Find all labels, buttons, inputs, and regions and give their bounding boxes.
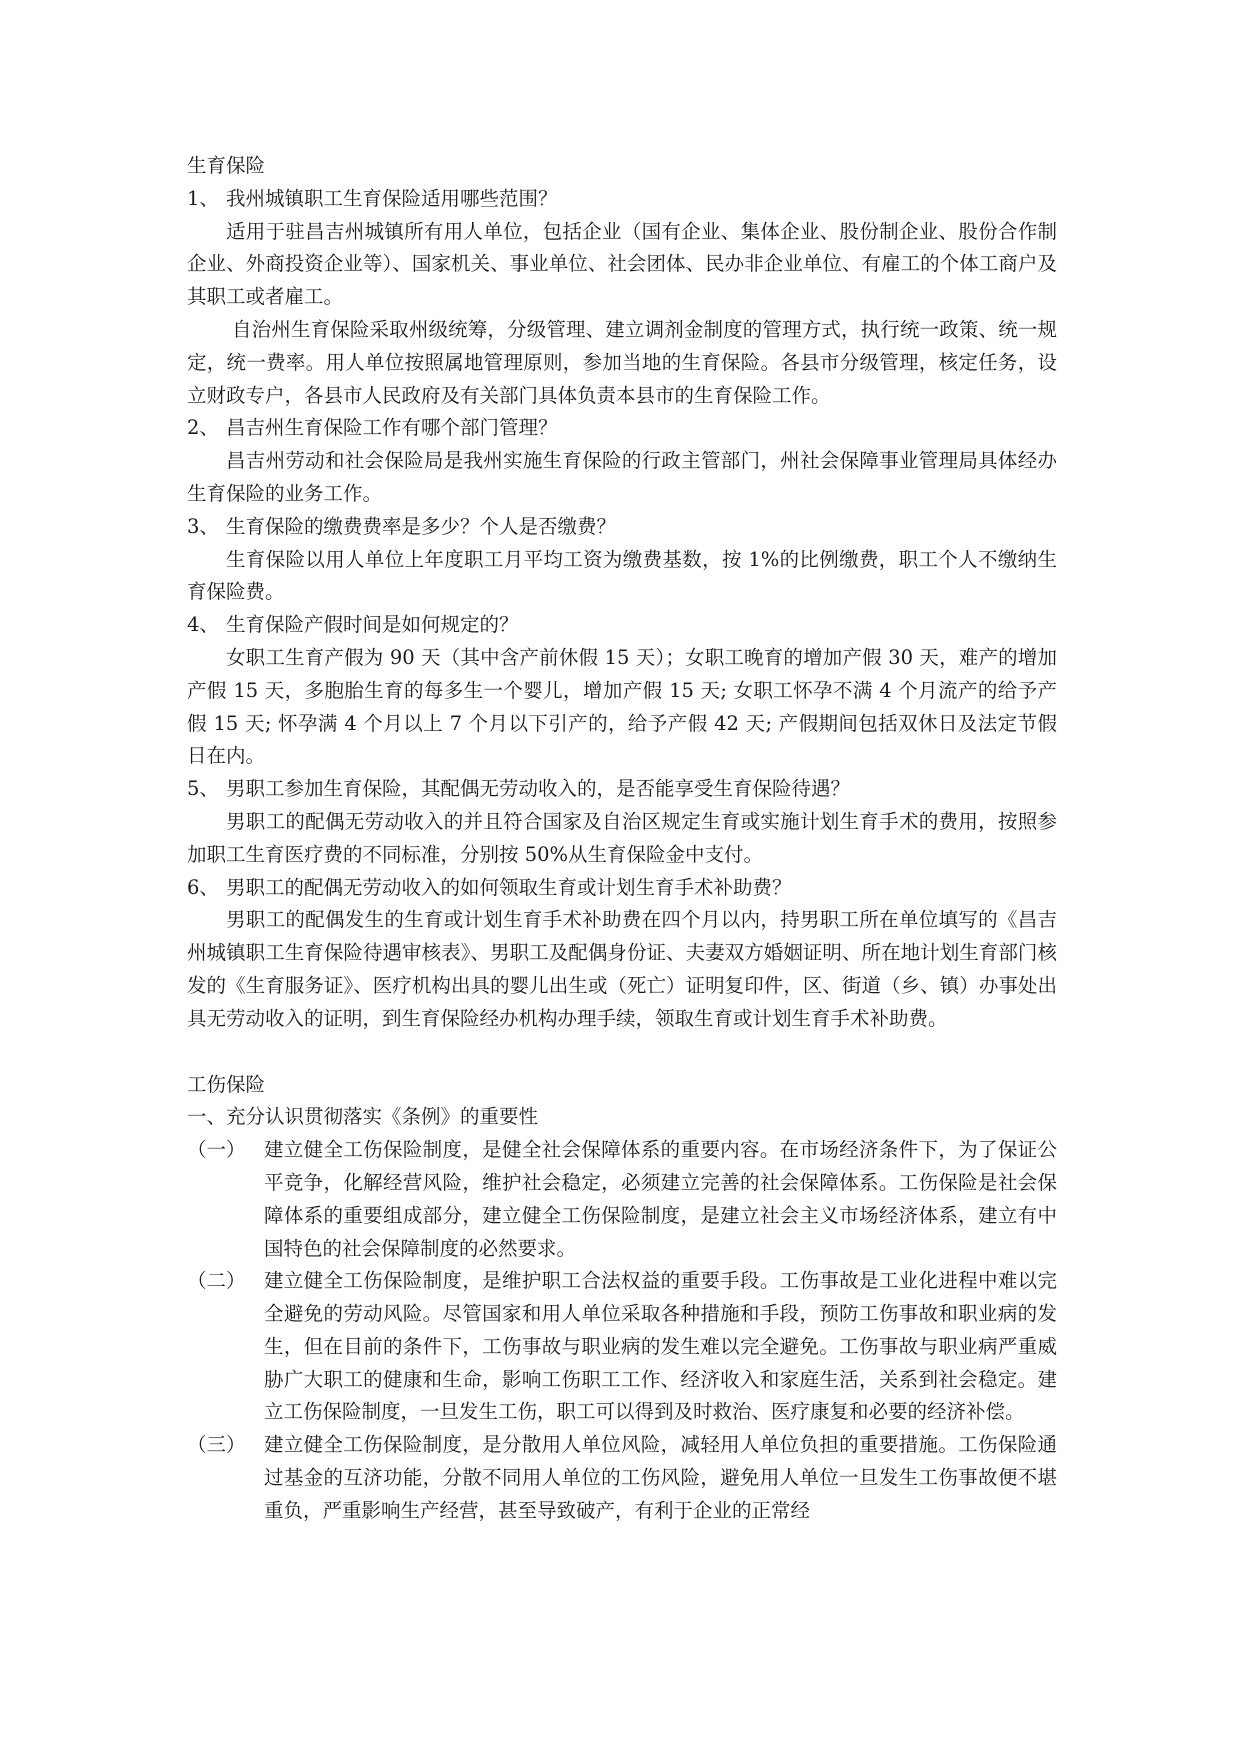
answer-paragraph: 男职工的配偶无劳动收入的并且符合国家及自治区规定生育或实施计划生育手术的费用，按照参加职工生育医疗费的不同标准，分别按 50%从生育保险金中支付。 bbox=[187, 809, 1057, 866]
item-text: 建立健全工伤保险制度，是分散用人单位风险，减轻用人单位负担的重要措施。工伤保险通过基金的互济功能，分散不同用人单位的工伤风险，避免用人单位一旦发生工伤事故便不堪重负，严重影响生产经营，甚至导致破产，有利于企业的正常经 bbox=[264, 1433, 1057, 1522]
question-6 bbox=[187, 872, 1057, 905]
injury-item-3 bbox=[187, 1429, 1057, 1527]
document-page bbox=[187, 150, 1057, 1528]
question-text: 生育保险产假时间是如何规定的？ bbox=[226, 613, 519, 637]
question-number: 6、 bbox=[187, 875, 219, 899]
item-text: 建立健全工伤保险制度，是维护职工合法权益的重要手段。工伤事故是工业化进程中难以完全避免的劳动风险。尽管国家和用人单位采取各种措施和手段，预防工伤事故和职业病的发生，但在目前的条件下，工伤事故与职业病的发生难以完全避免。工伤事故与职业病严重威胁广大职工的健康和生命，影响工伤职工工作、经济收入和家庭生活，关系到社会稳定。建立工伤保险制度，一旦发生工伤，职工可以得到及时救治、医疗康复和必要的经济补偿。 bbox=[264, 1269, 1057, 1424]
injury-item-1 bbox=[187, 1134, 1057, 1265]
question-number: 2、 bbox=[187, 416, 219, 440]
answer-paragraph: 男职工的配偶发生的生育或计划生育手术补助费在四个月以内，持男职工所在单位填写的《昌吉州城镇职工生育保险待遇审核表》、男职工及配偶身份证、夫妻双方婚姻证明、所在地计划生育部门核发的《生育服务证》、医疗机构出具的婴儿出生或（死亡）证明复印件，区、街道（乡、镇）办事处出具无劳动收入的证明，到生育保险经办机构办理手续，领取生育或计划生育手术补助费。 bbox=[187, 908, 1057, 1030]
question-2 bbox=[187, 412, 1057, 445]
question-number: 1、 bbox=[187, 186, 219, 210]
answer-paragraph: 昌吉州劳动和社会保险局是我州实施生育保险的行政主管部门，州社会保障事业管理局具体经办生育保险的业务工作。 bbox=[187, 449, 1057, 505]
question-1 bbox=[187, 183, 1057, 216]
item-label: （二） bbox=[187, 1269, 246, 1293]
question-5 bbox=[187, 773, 1057, 806]
answer-paragraph: 生育保险以用人单位上年度职工月平均工资为缴费基数，按 1%的比例缴费，职工个人不缴纳生育保险费。 bbox=[187, 547, 1057, 604]
item-label: （三） bbox=[187, 1433, 246, 1457]
question-4 bbox=[187, 609, 1057, 642]
injury-item-2 bbox=[187, 1265, 1057, 1429]
question-text: 男职工的配偶无劳动收入的如何领取生育或计划生育手术补助费？ bbox=[226, 875, 792, 899]
injury-title: 工伤保险 bbox=[187, 1072, 266, 1096]
question-number: 5、 bbox=[187, 777, 219, 801]
answer-paragraph: 自治州生育保险采取州级统筹，分级管理、建立调剂金制度的管理方式，执行统一政策、统一规定，统一费率。用人单位按照属地管理原则，参加当地的生育保险。各县市分级管理，核定任务，设立财政专户，各县市人民政府及有关部门具体负责本县市的生育保险工作。 bbox=[187, 317, 1057, 407]
item-label: （一） bbox=[187, 1138, 246, 1162]
section-gap bbox=[187, 1036, 1057, 1069]
question-text: 昌吉州生育保险工作有哪个部门管理？ bbox=[226, 416, 558, 440]
item-text: 建立健全工伤保险制度，是健全社会保障体系的重要内容。在市场经济条件下，为了保证公平竞争，化解经营风险，维护社会稳定，必须建立完善的社会保障体系。工伤保险是社会保障体系的重要组成部分，建立健全工伤保险制度，是建立社会主义市场经济体系，建立有中国特色的社会保障制度的必然要求。 bbox=[264, 1138, 1057, 1260]
question-3 bbox=[187, 511, 1057, 544]
question-text: 生育保险的缴费费率是多少？个人是否缴费？ bbox=[226, 514, 617, 538]
maternity-title: 生育保险 bbox=[187, 154, 266, 177]
question-number: 3、 bbox=[187, 514, 219, 538]
question-text: 男职工参加生育保险，其配偶无劳动收入的，是否能享受生育保险待遇？ bbox=[226, 777, 851, 801]
question-text: 我州城镇职工生育保险适用哪些范围？ bbox=[226, 186, 558, 210]
question-number: 4、 bbox=[187, 613, 219, 637]
answer-paragraph: 适用于驻昌吉州城镇所有用人单位，包括企业（国有企业、集体企业、股份制企业、股份合作制企业、外商投资企业等）、国家机关、事业单位、社会团体、民办非企业单位、有雇工的个体工商户及其职工或者雇工。 bbox=[187, 219, 1057, 309]
answer-paragraph: 女职工生育产假为 90 天（其中含产前休假 15 天）；女职工晚育的增加产假 30 天，难产的增加产假 15 天，多胞胎生育的每多生一个婴儿，增加产假 15 天; 女职工怀孕不满 4 个月流产的给予产假 15 天; 怀孕满 4 个月以上 7 个月以下引产的，给予产假 42 天; 产假期间包括双休日及法定节假日在内。 bbox=[187, 645, 1057, 768]
injury-section-title: 一、充分认识贯彻落实《条例》的重要性 bbox=[187, 1105, 539, 1129]
